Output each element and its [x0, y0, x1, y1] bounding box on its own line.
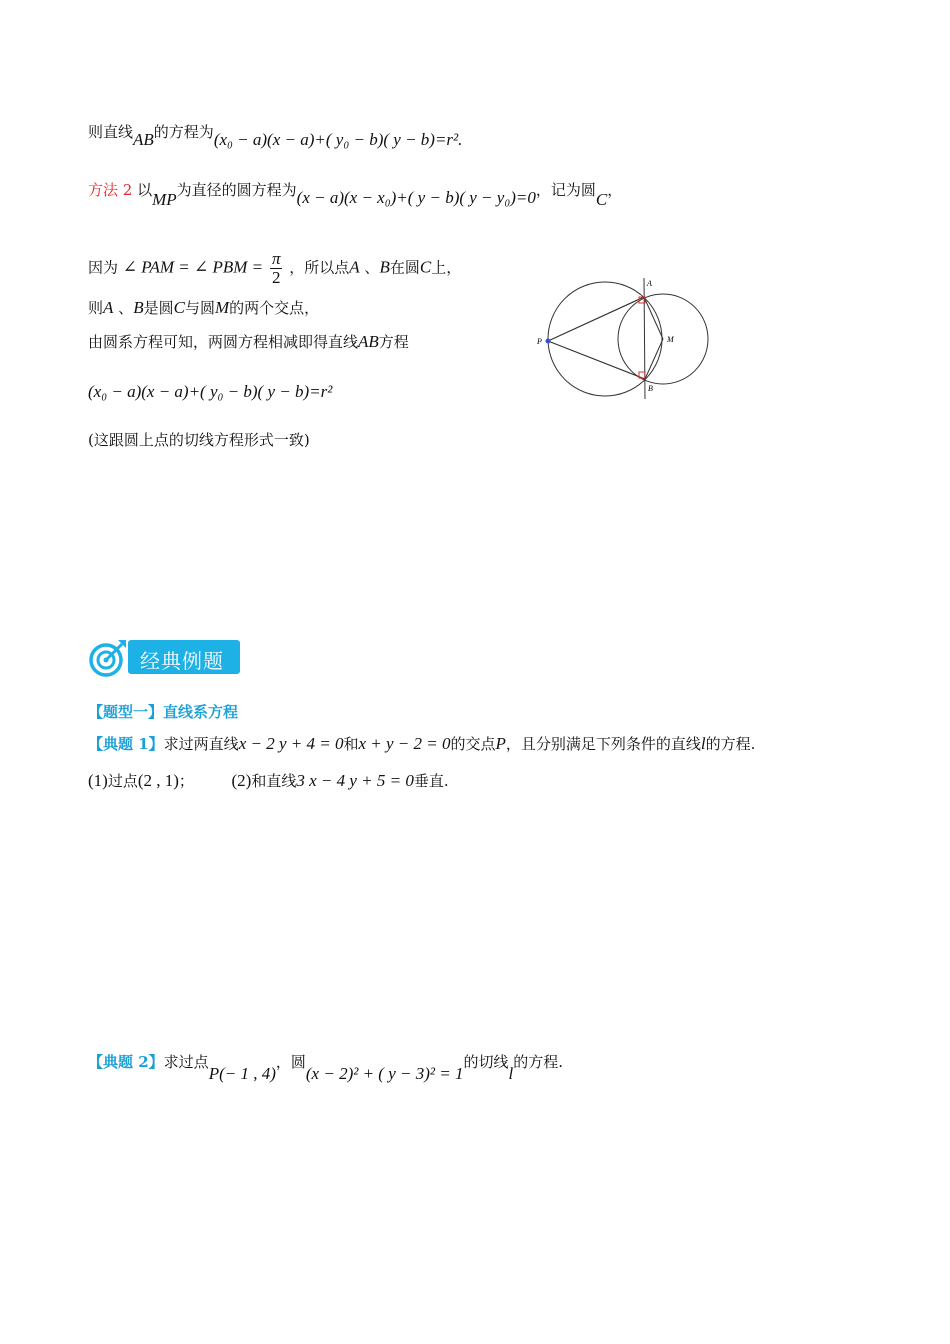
var-ab: AB	[358, 332, 379, 351]
var-a: A	[103, 298, 114, 317]
text: 由圆系方程可知，两圆方程相减即得直线	[88, 333, 359, 351]
point: (2 , 1)	[137, 771, 179, 790]
type-heading: 【题型一】直线系方程	[88, 703, 239, 721]
note-text: (这跟圆上点的切线方程形式一致)	[88, 431, 310, 449]
equation: (x₀ − a)(x − a)+( y₀ − b)( y − b)=r².	[213, 130, 463, 149]
var-l: l	[508, 1064, 514, 1083]
line-intersection	[88, 298, 319, 318]
text: 垂直.	[413, 772, 449, 790]
example-tag: 【典题 1】	[88, 735, 164, 753]
text: 的交点	[450, 735, 496, 753]
text: 是圆	[143, 299, 174, 317]
text: 过点	[107, 772, 138, 790]
text: 因为	[88, 258, 119, 277]
banner-title: 经典例题	[140, 649, 224, 673]
text: 和	[343, 735, 359, 753]
line-subtract	[88, 332, 409, 352]
label-a: A	[647, 279, 652, 288]
text: 、	[113, 299, 134, 317]
circles-figure	[535, 275, 715, 400]
line-note	[88, 430, 310, 450]
text: 的方程.	[705, 735, 756, 753]
fraction	[270, 250, 283, 287]
var-l: l	[700, 734, 706, 753]
text: 则	[88, 299, 104, 317]
radius-ma	[644, 297, 663, 339]
text: 则直线	[88, 123, 134, 141]
text: ，	[607, 181, 623, 199]
text: 以	[132, 181, 153, 199]
text: ；	[178, 772, 194, 790]
text: 为直径的圆方程为	[176, 181, 297, 199]
var-b: B	[379, 257, 390, 277]
var-c: C	[419, 257, 432, 277]
section-banner	[88, 636, 240, 678]
equation: 3 x − 4 y + 5 = 0	[296, 771, 414, 790]
var-m: M	[214, 298, 230, 317]
line-ab-equation	[88, 122, 463, 149]
line-method2	[88, 180, 623, 209]
tangent-pa	[548, 297, 644, 341]
equation: (x₀ − a)(x − a)+( y₀ − b)( y − b)=r²	[88, 382, 333, 401]
text: 的切线	[463, 1053, 509, 1071]
var-c: C	[173, 298, 185, 317]
text: ，且分别满足下列条件的直线	[505, 735, 701, 753]
method-label: 方法 2	[88, 181, 133, 199]
text: 在圆	[389, 258, 420, 277]
text: ，圆	[275, 1053, 306, 1071]
example-2	[88, 1052, 563, 1083]
text: 和直线	[251, 772, 297, 790]
text: 上，	[431, 258, 462, 277]
point-p: P(− 1 , 4)	[208, 1064, 276, 1083]
text: ，所以点	[289, 258, 350, 277]
part-2-number: (2)	[231, 771, 252, 790]
text: ，记为圆	[535, 181, 596, 199]
radius-mb	[645, 339, 663, 379]
tangent-pb	[548, 341, 645, 379]
text: 求过点	[163, 1053, 209, 1071]
point-p	[546, 339, 551, 344]
text: 的两个交点，	[229, 299, 320, 317]
var-ab: AB	[133, 130, 154, 149]
label-m: M	[667, 335, 674, 344]
var-a: A	[349, 257, 360, 277]
equation-1: x − 2 y + 4 = 0	[238, 734, 344, 753]
equation: (x − a)(x − x₀)+( y − b)( y − y₀)=0	[296, 188, 536, 207]
var-b: B	[133, 298, 144, 317]
text: 的方程.	[513, 1053, 563, 1071]
example-tag: 【典题 2】	[88, 1053, 164, 1071]
example-1	[88, 734, 755, 754]
example-1-parts	[88, 771, 449, 791]
label-b: B	[648, 384, 653, 393]
line-angles	[88, 250, 461, 287]
var-c: C	[595, 190, 608, 209]
var-mp: MP	[152, 190, 177, 209]
line-result-equation	[88, 382, 332, 402]
text: 求过两直线	[163, 735, 239, 753]
target-icon	[88, 636, 130, 678]
frac-den: 2	[271, 268, 281, 287]
text: 的方程为	[153, 123, 214, 141]
circle-equation: (x − 2)² + ( y − 3)² = 1	[305, 1064, 464, 1083]
part-1-number: (1)	[88, 771, 108, 790]
text: 、	[359, 258, 380, 277]
angle-equation: ∠ PAM = ∠ PBM =	[122, 257, 264, 277]
text: 方程	[378, 333, 409, 351]
frac-num: π	[271, 249, 281, 268]
var-p: P	[495, 734, 506, 753]
label-p: P	[537, 337, 542, 346]
text: 与圆	[184, 299, 215, 317]
equation-2: x + y − 2 = 0	[358, 734, 451, 753]
